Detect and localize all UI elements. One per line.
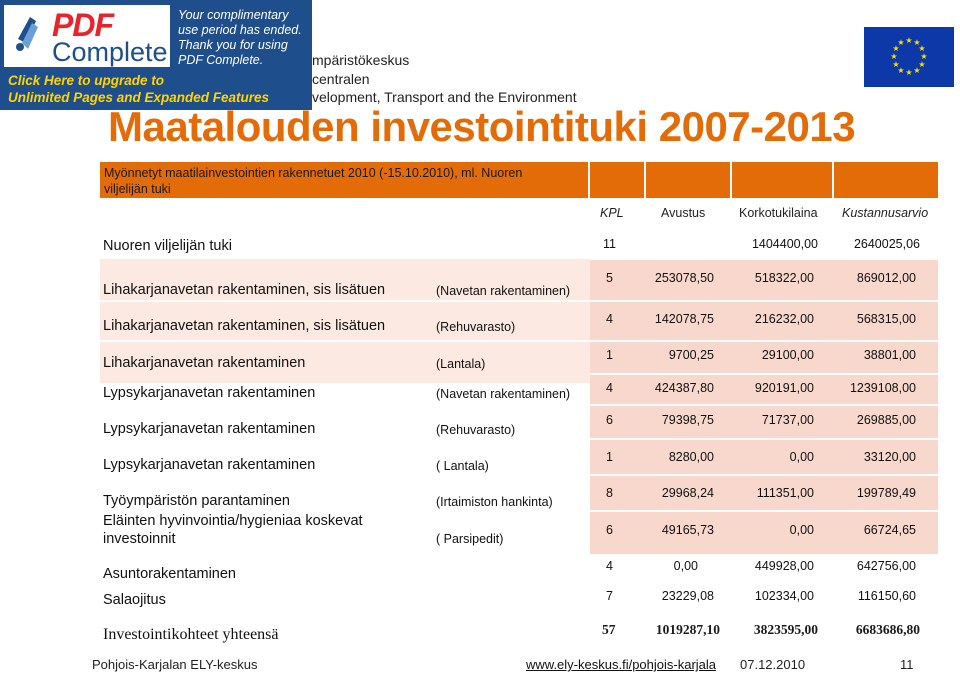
svg-text:★: ★ xyxy=(890,52,898,61)
pdf-note-line: use period has ended. xyxy=(178,23,302,37)
pdf-note-line: PDF Complete. xyxy=(178,53,264,67)
cell-avustus: 9700,25 xyxy=(668,348,714,362)
column-header-kpl: KPL xyxy=(600,206,624,220)
row-label: Lihakarjanavetan rakentaminen, sis lisätuen xyxy=(103,282,386,298)
cell-kustannusarvio: 2640025,06 xyxy=(853,237,920,251)
row-label xyxy=(103,512,363,548)
row-sublabel: (Lantala) xyxy=(436,357,486,371)
pdf-complete-banner[interactable] xyxy=(0,0,312,110)
column-header-avustus: Avustus xyxy=(661,206,706,220)
column-header-kustannusarvio: Kustannusarvio xyxy=(842,206,929,220)
cell-avustus: 0,00 xyxy=(673,559,698,573)
cell-kustannusarvio: 116150,60 xyxy=(857,589,916,603)
upgrade-link-line[interactable]: Unlimited Pages and Expanded Features xyxy=(8,90,270,105)
cell-avustus: 8280,00 xyxy=(668,450,714,464)
svg-text:★: ★ xyxy=(918,44,926,53)
caption-divider xyxy=(832,162,834,198)
row-label: Salaojitus xyxy=(103,592,166,608)
row-sublabel: ( Parsipedit) xyxy=(436,532,504,546)
cell-korkotukilaina: 920191,00 xyxy=(754,381,814,395)
cell-korkotukilaina: 71737,00 xyxy=(761,413,814,427)
table-caption xyxy=(104,165,574,197)
row-divider xyxy=(590,510,938,512)
cell-korkotukilaina: 0,00 xyxy=(789,450,814,464)
cell-kpl: 6 xyxy=(606,523,613,537)
row-label: Asuntorakentaminen xyxy=(103,566,236,582)
cell-kustannusarvio: 869012,00 xyxy=(856,271,916,285)
row-divider xyxy=(590,404,938,406)
row-label: Lypsykarjanavetan rakentaminen xyxy=(103,421,316,437)
row-sublabel: (Rehuvarasto) xyxy=(436,320,516,334)
row-label: Lypsykarjanavetan rakentaminen xyxy=(103,457,316,473)
row-divider xyxy=(100,340,938,342)
svg-text:★: ★ xyxy=(920,52,928,61)
cell-korkotukilaina: 216232,00 xyxy=(754,312,814,326)
row-divider xyxy=(590,373,938,375)
cell-kpl: 6 xyxy=(606,413,613,427)
org-name-line: centralen xyxy=(312,71,370,87)
cell-kustannusarvio: 1239108,00 xyxy=(849,381,916,395)
cell-korkotukilaina: 1404400,00 xyxy=(751,237,818,251)
cell-kpl: 4 xyxy=(606,381,613,395)
svg-text:★: ★ xyxy=(913,38,921,47)
pdf-logo-icon xyxy=(12,9,42,57)
svg-text:★: ★ xyxy=(892,60,900,69)
row-label: Lypsykarjanavetan rakentaminen xyxy=(103,385,316,401)
svg-text:★: ★ xyxy=(897,66,905,75)
footer-org: Pohjois-Karjalan ELY-keskus xyxy=(92,657,258,672)
cell-kustannusarvio: 269885,00 xyxy=(856,413,916,427)
cell-avustus: 23229,08 xyxy=(661,589,714,603)
cell-kpl: 8 xyxy=(606,486,613,500)
cell-kustannusarvio: 199789,49 xyxy=(856,486,916,500)
cell-korkotukilaina: 449928,00 xyxy=(754,559,814,573)
row-sublabel: (Navetan rakentaminen) xyxy=(436,284,571,298)
cell-avustus: 49165,73 xyxy=(661,523,714,537)
total-kpl: 57 xyxy=(602,622,616,637)
row-sublabel: ( Lantala) xyxy=(436,459,489,473)
row-divider xyxy=(590,474,938,476)
cell-kpl: 4 xyxy=(606,559,613,573)
row-sublabel: (Irtaimiston hankinta) xyxy=(436,495,553,509)
svg-text:★: ★ xyxy=(892,44,900,53)
cell-kpl: 4 xyxy=(606,312,613,326)
pdf-note-line: Thank you for using xyxy=(178,38,288,52)
upgrade-link-line[interactable]: Click Here to upgrade to xyxy=(8,73,165,88)
cell-korkotukilaina: 29100,00 xyxy=(761,348,814,362)
row-divider xyxy=(100,300,938,302)
row-label: Lihakarjanavetan rakentaminen xyxy=(103,355,306,371)
pdf-logo-word: PDF xyxy=(52,7,113,43)
eu-stars-icon xyxy=(864,27,954,87)
pdf-complete-logo xyxy=(4,5,170,67)
footer-website-link[interactable]: www.ely-keskus.fi/pohjois-karjala xyxy=(526,657,717,672)
cell-korkotukilaina: 102334,00 xyxy=(754,589,814,603)
cell-kpl: 11 xyxy=(603,237,616,251)
row-label: Lihakarjanavetan rakentaminen, sis lisätuen xyxy=(103,318,386,334)
cell-kustannusarvio: 642756,00 xyxy=(856,559,916,573)
column-header-korkotukilaina: Korkotukilaina xyxy=(739,206,818,220)
svg-text:★: ★ xyxy=(913,66,921,75)
total-label: Investointikohteet yhteensä xyxy=(103,626,279,643)
cell-kpl: 7 xyxy=(606,589,613,603)
row-label: Nuoren viljelijän tuki xyxy=(103,238,232,254)
cell-kpl: 5 xyxy=(606,271,613,285)
total-kustannusarvio: 6683686,80 xyxy=(855,622,920,637)
table-caption-line: Myönnetyt maatilainvestointien rakennetuet 2010 (-15.10.2010), ml. Nuoren xyxy=(104,166,523,180)
pdf-note-line: Your complimentary xyxy=(178,8,289,22)
page-title: Maatalouden investointituki 2007-2013 xyxy=(108,103,856,150)
total-korkotukilaina: 3823595,00 xyxy=(753,622,818,637)
org-name-line: velopment, Transport and the Environment xyxy=(312,89,577,105)
eu-flag-icon xyxy=(864,27,954,87)
cell-avustus: 253078,50 xyxy=(654,271,714,285)
cell-kustannusarvio: 568315,00 xyxy=(856,312,916,326)
org-name-line: mpäristökeskus xyxy=(312,52,410,68)
row-label-line: investoinnit xyxy=(103,531,176,547)
caption-divider xyxy=(730,162,732,198)
cell-korkotukilaina: 518322,00 xyxy=(754,271,814,285)
svg-text:★: ★ xyxy=(905,36,913,45)
row-divider xyxy=(590,438,938,440)
cell-avustus: 79398,75 xyxy=(661,413,714,427)
table-caption-line: viljelijän tuki xyxy=(104,182,171,196)
caption-divider xyxy=(588,162,590,198)
cell-kustannusarvio: 33120,00 xyxy=(863,450,916,464)
svg-text:★: ★ xyxy=(905,68,913,77)
page-number: 11 xyxy=(900,657,914,672)
row-sublabel: (Navetan rakentaminen) xyxy=(436,387,571,401)
cell-avustus: 424387,80 xyxy=(654,381,714,395)
pdf-logo-complete: Complete xyxy=(52,37,168,67)
cell-kpl: 1 xyxy=(606,450,613,464)
footer-date: 07.12.2010 xyxy=(740,657,806,672)
cell-korkotukilaina: 111351,00 xyxy=(756,486,814,500)
caption-divider xyxy=(644,162,646,198)
row-label-line: Eläinten hyvinvointia/hygieniaa koskevat xyxy=(103,513,363,529)
cell-avustus: 29968,24 xyxy=(661,486,714,500)
cell-kpl: 1 xyxy=(606,348,613,362)
total-avustus: 1019287,10 xyxy=(655,622,720,637)
upgrade-link[interactable] xyxy=(8,72,269,106)
cell-kustannusarvio: 38801,00 xyxy=(863,348,916,362)
svg-text:★: ★ xyxy=(897,38,905,47)
cell-avustus: 142078,75 xyxy=(654,312,714,326)
svg-text:★: ★ xyxy=(918,60,926,69)
cell-korkotukilaina: 0,00 xyxy=(789,523,814,537)
pdf-trial-note xyxy=(178,8,308,68)
cell-kustannusarvio: 66724,65 xyxy=(863,523,916,537)
row-label: Työympäristön parantaminen xyxy=(103,493,290,509)
row-sublabel: (Rehuvarasto) xyxy=(436,423,516,437)
